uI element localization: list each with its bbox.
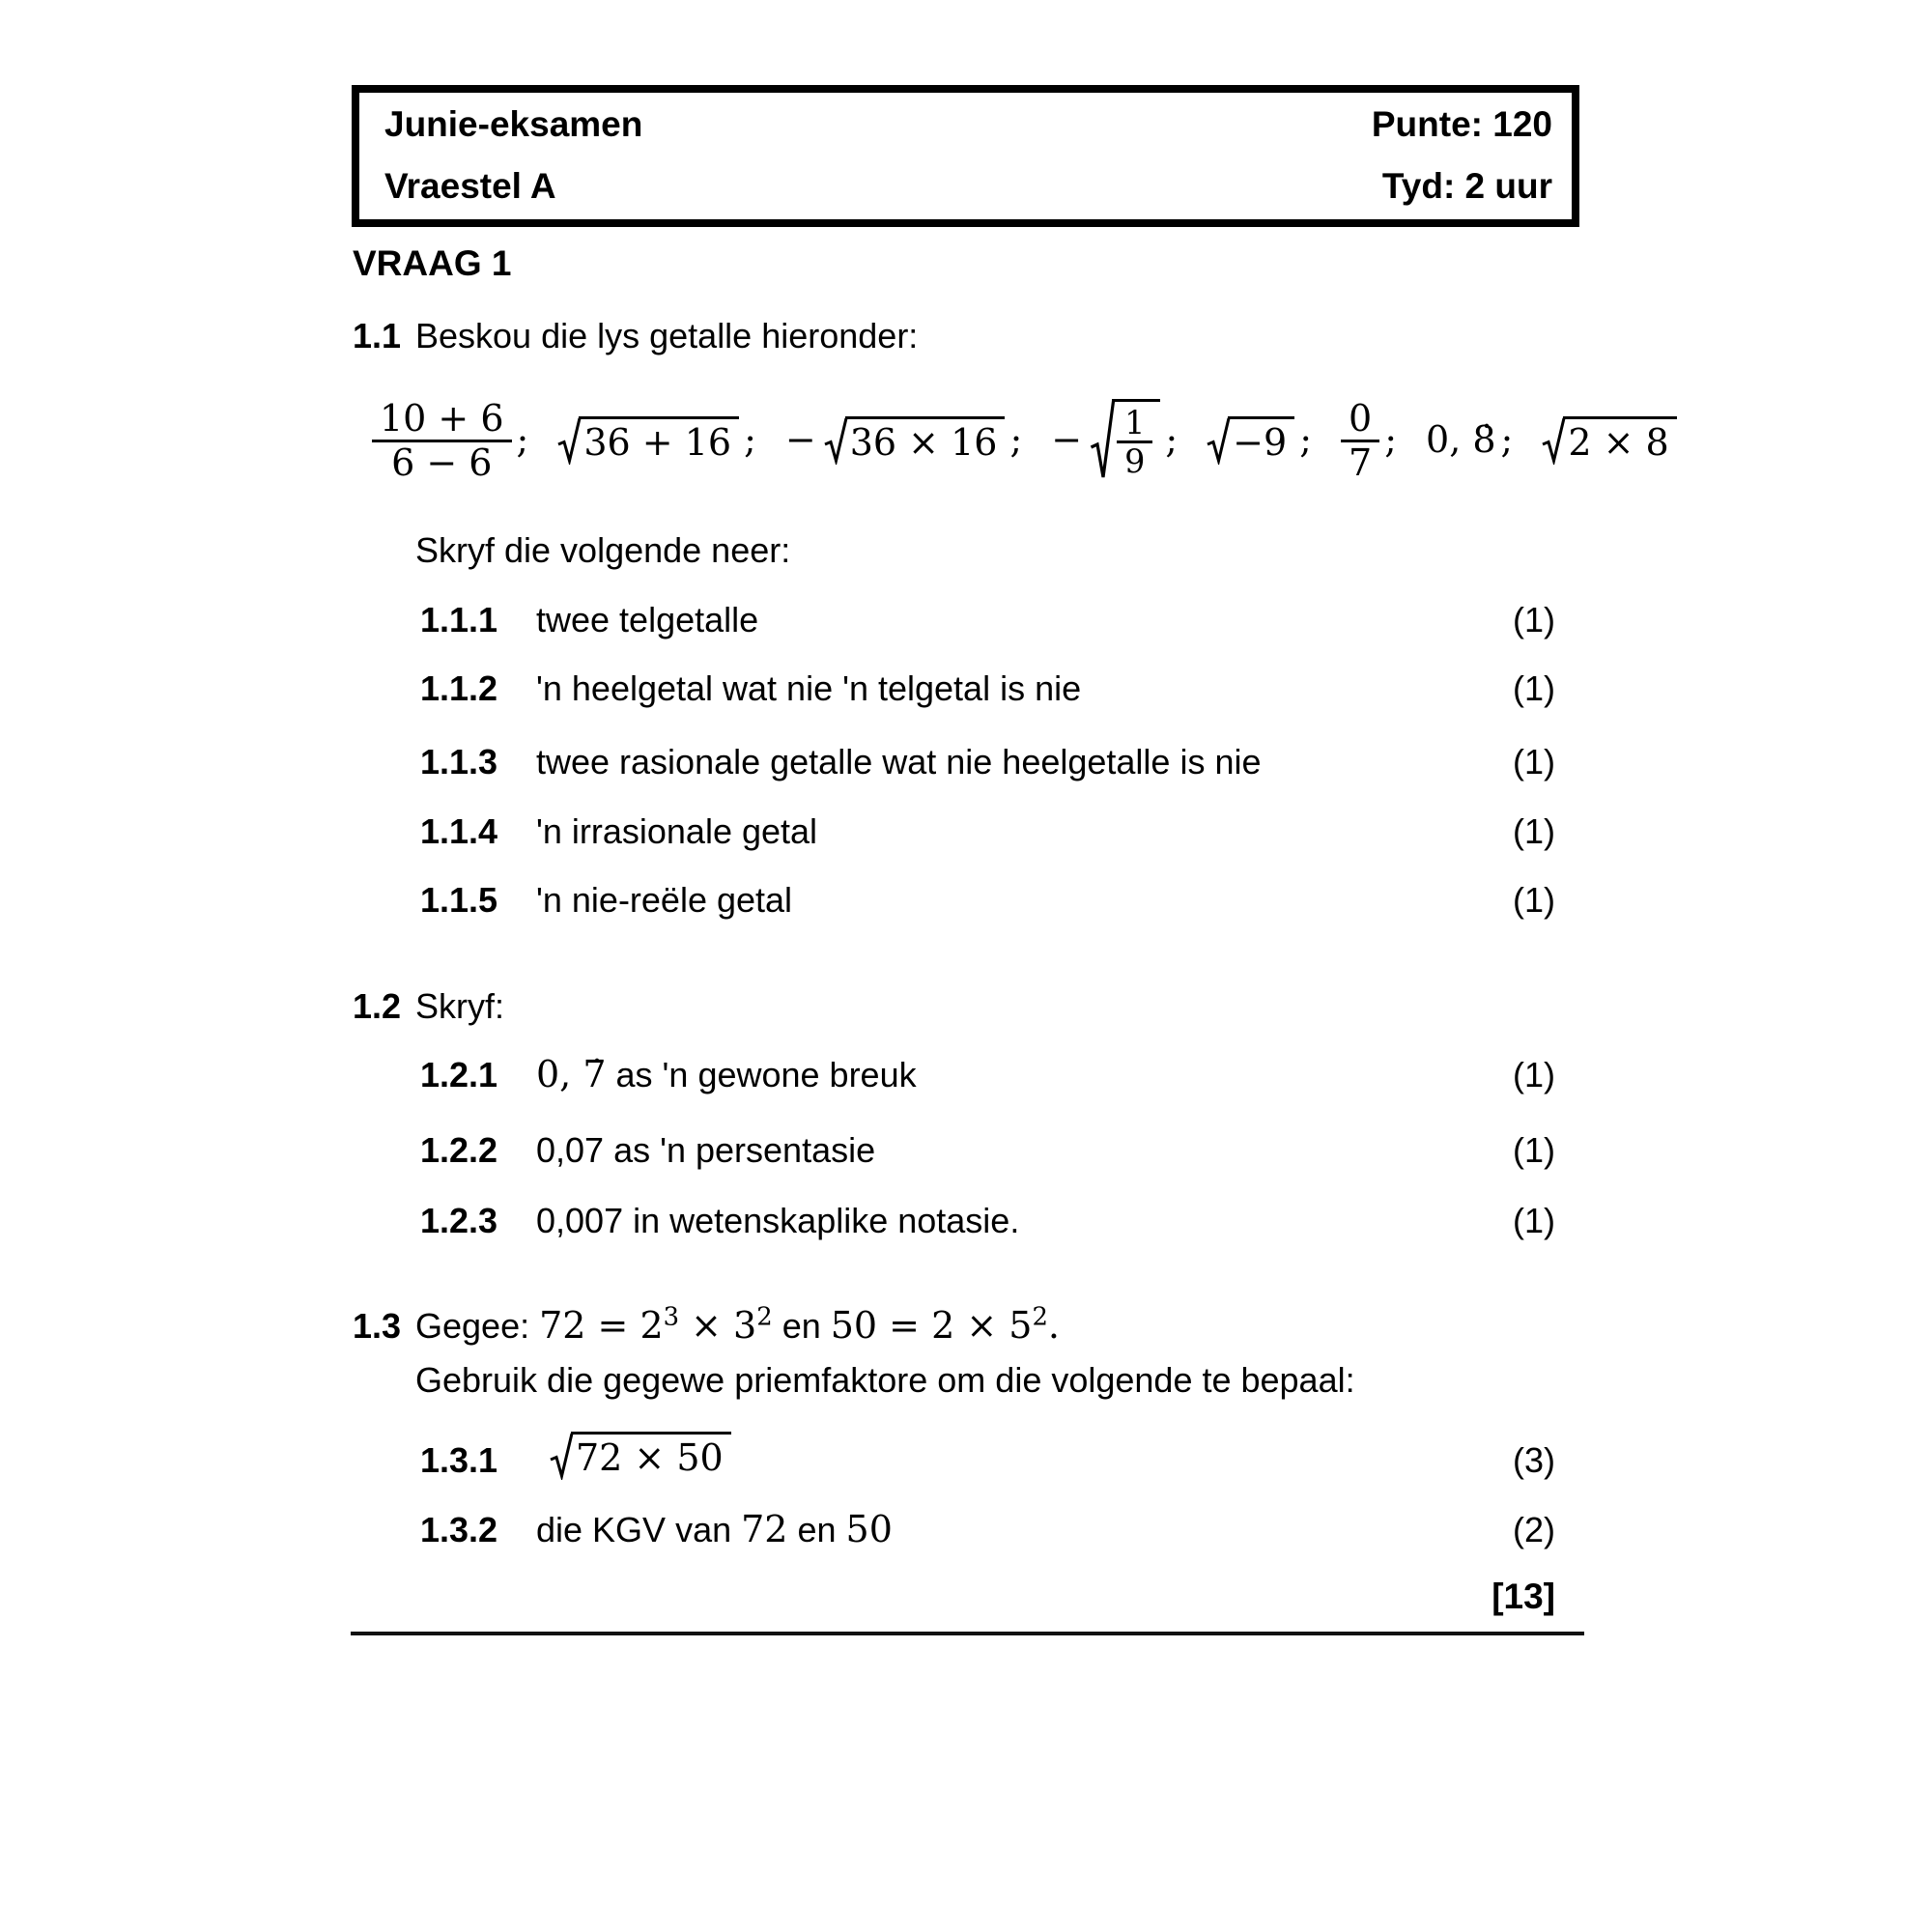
item-1-1-3 [420,741,1555,783]
item-marks: (2) [1513,1510,1555,1549]
item-1-2-2 [420,1129,1555,1172]
item-marks: (1) [1513,1055,1555,1094]
q13-given-text: Gegee: $72 = 2^3 \times 3^2$ en $50 = 2 \times 5^2$. [415,1302,1060,1347]
prime-factorisation: $72 = 2^3 \times 3^2$ [539,1302,773,1347]
square-root: 2 × 8 [1542,416,1676,465]
minus-sign: − [1051,418,1083,462]
separator: ; [1165,418,1179,462]
item-number: 1.2.1 [420,1055,498,1094]
points-label: Punte: 120 [1371,104,1552,144]
item-marks: (1) [1513,742,1555,781]
item-1-2-3 [420,1200,1555,1242]
q12-number: 1.2 [353,986,402,1026]
item-number: 1.2.3 [420,1201,498,1240]
q13-instruction: Gebruik die gegewe priemfaktore om die volgende te bepaal: [415,1360,1355,1400]
item-marks: (1) [1513,1130,1555,1170]
expr-neg-sqrt-36-times-16 [785,416,1022,465]
time-label: Tyd: 2 uur [1381,166,1552,206]
square-root: 36 × 16 [824,416,1006,465]
expr-fraction-10-6 [372,398,528,483]
q11-intro-row [353,315,1555,357]
item-1-2-1 [420,1052,1555,1096]
item-text: 0,007 in wetenskaplike notasie. [536,1201,1020,1240]
prime-factorisation: $50 = 2 \times 5^2$. [830,1302,1060,1347]
separator: ; [1384,418,1398,462]
fraction: $\frac{1}{9}$ [1117,405,1152,480]
question-heading: VRAAG 1 [353,243,512,283]
section-divider-rule [351,1632,1584,1635]
expr-recurring-decimal [1426,419,1513,462]
separator: ; [516,418,529,462]
item-number: 1.3.1 [420,1440,498,1480]
item-text: 0,07 as 'n persentasie [536,1130,876,1170]
separator: ; [1009,418,1023,462]
item-math [536,1432,1513,1490]
item-number: 1.3.2 [420,1510,498,1549]
separator: ; [1299,418,1313,462]
item-1-1-5 [420,879,1555,922]
item-marks: (1) [1513,1201,1555,1240]
square-root: −9 [1207,416,1294,465]
item-1-3-1 [420,1432,1555,1490]
square-root: 36 + 16 [557,416,739,465]
item-text: 'n irrasionale getal [536,811,818,851]
q12-intro-text: Skryf: [415,986,505,1026]
expr-sqrt-2-times-8 [1542,416,1676,465]
item-marks: (1) [1513,880,1555,920]
item-1-1-2 [420,668,1555,710]
item-text: 'n nie-reële getal [536,880,793,920]
decimal-value: 0, 8̇ [1426,418,1496,462]
item-1-1-4 [420,810,1555,853]
item-number: 1.1.5 [420,880,498,920]
item-number: 1.1.4 [420,811,498,851]
expr-neg-sqrt-one-ninth [1051,399,1178,482]
item-text: 'n heelgetal wat nie 'n telgetal is nie [536,668,1082,708]
fraction: $\frac{0}{7}$ [1341,398,1379,483]
q11-intro-text: Beskou die lys getalle hieronder: [415,316,919,355]
q13-number: 1.3 [353,1306,402,1346]
minus-sign: − [784,418,816,462]
item-marks: (1) [1513,668,1555,708]
q11-instruction: Skryf die volgende neer: [415,530,791,570]
item-marks: (3) [1513,1440,1555,1480]
expr-zero-sevenths [1341,398,1397,483]
exam-header-box [352,85,1579,227]
square-root-tall [1090,399,1160,482]
item-text: twee telgetalle [536,600,759,639]
item-1-3-2 [420,1507,1555,1551]
fraction: $\frac{10 + 6}{6 - 6}$ [372,398,512,483]
item-number: 1.1.1 [420,600,498,639]
q11-number: 1.1 [353,316,402,355]
item-number: 1.1.3 [420,742,498,781]
item-text: 0, 7̇ as 'n gewone breuk [536,1053,917,1095]
item-marks: (1) [1513,600,1555,639]
q12-intro-row [353,985,1555,1028]
item-1-1-1 [420,599,1555,641]
expr-sqrt-neg-9 [1207,416,1312,465]
item-text: twee rasionale getalle wat nie heelgetalle is nie [536,742,1262,781]
decimal-value: 0, 7̇ [536,1053,607,1095]
separator: ; [1500,418,1514,462]
question-total-marks: [13] [1492,1577,1555,1616]
paper-title: Vraestel A [384,166,556,206]
item-text: die KGV van 72 en 50 [536,1508,893,1550]
number-list [372,398,1677,483]
item-marks: (1) [1513,811,1555,851]
separator: ; [744,418,756,462]
item-number: 1.1.2 [420,668,498,708]
exam-title: Junie-eksamen [384,104,643,144]
q13-given-row [353,1303,1555,1348]
expr-sqrt-36-plus-16 [557,416,756,465]
square-root: 72 × 50 [550,1432,731,1480]
item-number: 1.2.2 [420,1130,498,1170]
